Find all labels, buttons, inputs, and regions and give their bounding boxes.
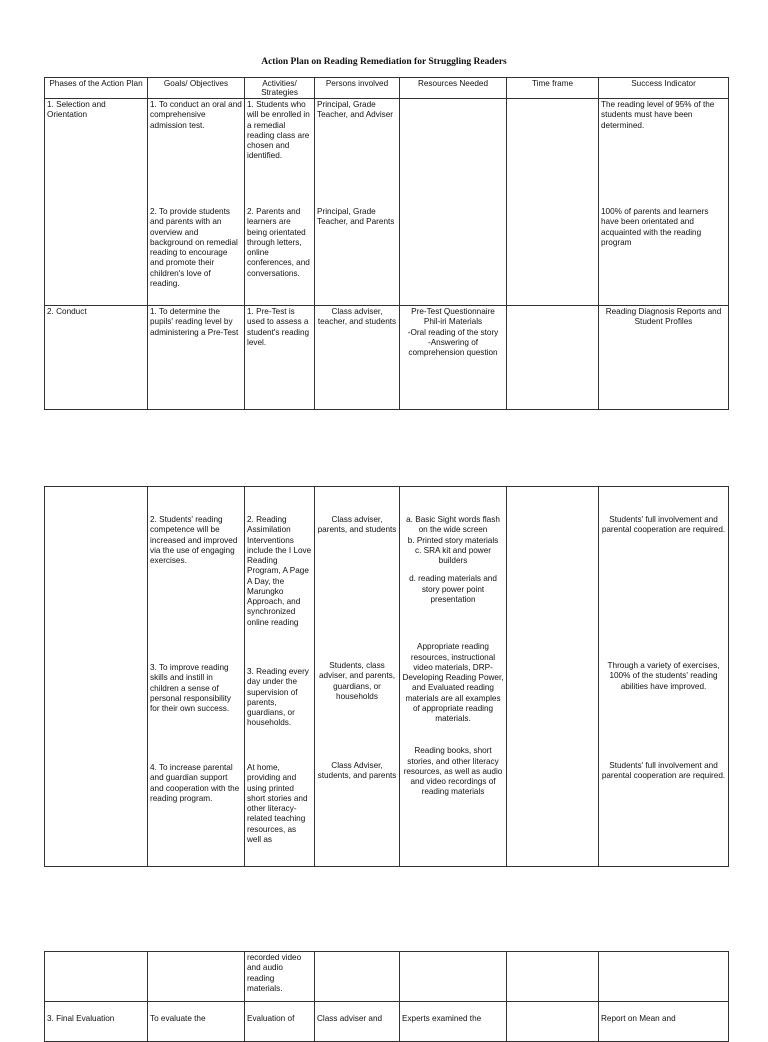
persons-text: Class adviser, parents, and students bbox=[317, 515, 397, 535]
phase-cell bbox=[45, 487, 148, 867]
goal-text: 3. To improve reading skills and instill in children a sense of personal responsibility for their own success. bbox=[150, 663, 232, 713]
goal-cell bbox=[148, 306, 245, 410]
table-row bbox=[45, 487, 729, 867]
resource-line: b. Printed story materials bbox=[407, 535, 499, 545]
activity-text: 1. Students who will be enrolled in a remedial reading class are chosen and identified. bbox=[247, 100, 310, 161]
success-text: Students' full involvement and parental cooperation are required. bbox=[601, 515, 726, 535]
activity-cell bbox=[245, 487, 315, 867]
header-persons: Persons involved bbox=[315, 78, 400, 99]
success-text: Students' full involvement and parental cooperation are required. bbox=[601, 761, 726, 781]
persons-text: Principal, Grade Teacher, and Parents bbox=[317, 207, 395, 227]
header-success-indicator: Success Indicator bbox=[599, 78, 729, 99]
resource-line: -Answering of comprehension question bbox=[408, 337, 498, 358]
success-text: Reading Diagnosis Reports and Student Profiles bbox=[605, 307, 722, 327]
persons-cell bbox=[315, 99, 400, 306]
resources-cell bbox=[400, 487, 507, 867]
activity-text: Evaluation of bbox=[247, 1014, 295, 1023]
resources-cell bbox=[400, 99, 507, 306]
success-cell bbox=[599, 99, 729, 306]
success-text: The reading level of 95% of the students must have been determined. bbox=[601, 100, 715, 130]
table-row bbox=[45, 952, 729, 1002]
table-row bbox=[45, 1002, 729, 1042]
success-cell bbox=[599, 952, 729, 1002]
goal-cell bbox=[148, 99, 245, 306]
time-frame-cell bbox=[507, 1002, 599, 1042]
goal-cell bbox=[148, 952, 245, 1002]
phase-cell bbox=[45, 1002, 148, 1042]
success-cell bbox=[599, 1002, 729, 1042]
activity-text: recorded video and audio reading materials. bbox=[247, 953, 302, 993]
resource-line: Pre-Test Questionnaire bbox=[411, 307, 495, 317]
time-frame-cell bbox=[507, 487, 599, 867]
header-goals: Goals/ Objectives bbox=[148, 78, 245, 99]
document-title: Action Plan on Reading Remediation for Struggling Readers bbox=[261, 57, 507, 67]
success-text: 100% of parents and learners have been orientated and acquainted with the reading program bbox=[601, 207, 709, 247]
resource-line: -Oral reading of the story bbox=[407, 327, 499, 337]
persons-cell bbox=[315, 306, 400, 410]
goal-text: 1. To conduct an oral and comprehensive admission test. bbox=[150, 100, 242, 130]
phase-cell bbox=[45, 306, 148, 410]
activity-text: 2. Parents and learners are being orientated through letters, online conferences, and conversations. bbox=[247, 207, 310, 278]
action-plan-table-part-3 bbox=[44, 951, 729, 1042]
activity-cell bbox=[245, 952, 315, 1002]
persons-cell bbox=[315, 1002, 400, 1042]
activity-text: 2. Reading Assimilation Interventions include the I Love Reading Program, A Page A Day, the Marungko Approach, and synchronized online reading bbox=[247, 515, 312, 627]
persons-cell bbox=[315, 952, 400, 1002]
time-frame-cell bbox=[507, 952, 599, 1002]
persons-text: Class Adviser, students, and parents bbox=[317, 761, 397, 781]
goal-cell bbox=[148, 1002, 245, 1042]
table-header-row bbox=[45, 78, 729, 99]
table-row bbox=[45, 99, 729, 306]
action-plan-table-part-2 bbox=[44, 486, 729, 867]
phase-cell bbox=[45, 99, 148, 306]
persons-cell bbox=[315, 487, 400, 867]
success-text: Report on Mean and bbox=[601, 1014, 676, 1023]
phase-text: 3. Final Evaluation bbox=[47, 1014, 115, 1023]
resources-text: Appropriate reading resources, instructional video materials, DRP-Developing Reading Power, and Evaluated reading materials are all examples of appropriate reading materials. bbox=[402, 642, 504, 723]
resource-line: c. SRA kit and power builders bbox=[415, 545, 491, 565]
persons-text: Students, class adviser, and parents, guardians, or households bbox=[318, 661, 395, 701]
resource-line: a. Basic Sight words flash on the wide screen bbox=[406, 515, 500, 535]
success-text: Through a variety of exercises, 100% of the students' reading abilities have improved. bbox=[607, 661, 720, 691]
phase-text: 1. Selection and Orientation bbox=[47, 100, 106, 120]
resources-cell bbox=[400, 306, 507, 410]
activity-text: At home, providing and using printed short stories and other literacy-related teaching resources, as well as bbox=[247, 763, 308, 844]
phase-cell bbox=[45, 952, 148, 1002]
goal-text: 1. To determine the pupils' reading level by administering a Pre-Test bbox=[150, 307, 239, 337]
goal-text: 4. To increase parental and guardian support and cooperation with the reading program. bbox=[150, 763, 240, 803]
resources-cell bbox=[400, 1002, 507, 1042]
persons-text: Class adviser, teacher, and students bbox=[317, 307, 397, 327]
time-frame-cell bbox=[507, 306, 599, 410]
resource-line: d. reading materials and story power point presentation bbox=[409, 574, 497, 604]
success-cell bbox=[599, 487, 729, 867]
activity-cell bbox=[245, 306, 315, 410]
header-phases: Phases of the Action Plan bbox=[45, 78, 148, 99]
time-frame-cell bbox=[507, 99, 599, 306]
persons-text: Principal, Grade Teacher, and Adviser bbox=[317, 100, 394, 120]
header-resources: Resources Needed bbox=[400, 78, 507, 99]
activity-text: 1. Pre-Test is used to assess a student's reading level. bbox=[247, 307, 310, 347]
goal-text: 2. To provide students and parents with an overview and background on remedial reading to encourage and promote their children's love of reading. bbox=[150, 207, 238, 288]
resources-text: Reading books, short stories, and other literacy resources, as well as audio and video recordings of reading materials bbox=[403, 746, 503, 797]
activity-cell bbox=[245, 99, 315, 306]
goal-text: 2. Students' reading competence will be increased and improved via the use of engaging exercises. bbox=[150, 515, 238, 565]
action-plan-table-part-1 bbox=[44, 77, 729, 410]
success-cell bbox=[599, 306, 729, 410]
goal-cell bbox=[148, 487, 245, 867]
header-activities: Activities/ Strategies bbox=[245, 78, 315, 99]
resource-line: Phil-iri Materials bbox=[423, 317, 483, 327]
phase-text: 2. Conduct bbox=[47, 307, 87, 317]
resources-cell bbox=[400, 952, 507, 1002]
persons-text: Class adviser and bbox=[317, 1014, 383, 1023]
resources-text: Experts examined the bbox=[402, 1014, 482, 1023]
header-time-frame: Time frame bbox=[507, 78, 599, 99]
activity-cell bbox=[245, 1002, 315, 1042]
activity-text: 3. Reading every day under the supervision of parents, guardians, or households. bbox=[247, 667, 309, 728]
table-row bbox=[45, 306, 729, 410]
goal-text: To evaluate the bbox=[150, 1014, 206, 1023]
